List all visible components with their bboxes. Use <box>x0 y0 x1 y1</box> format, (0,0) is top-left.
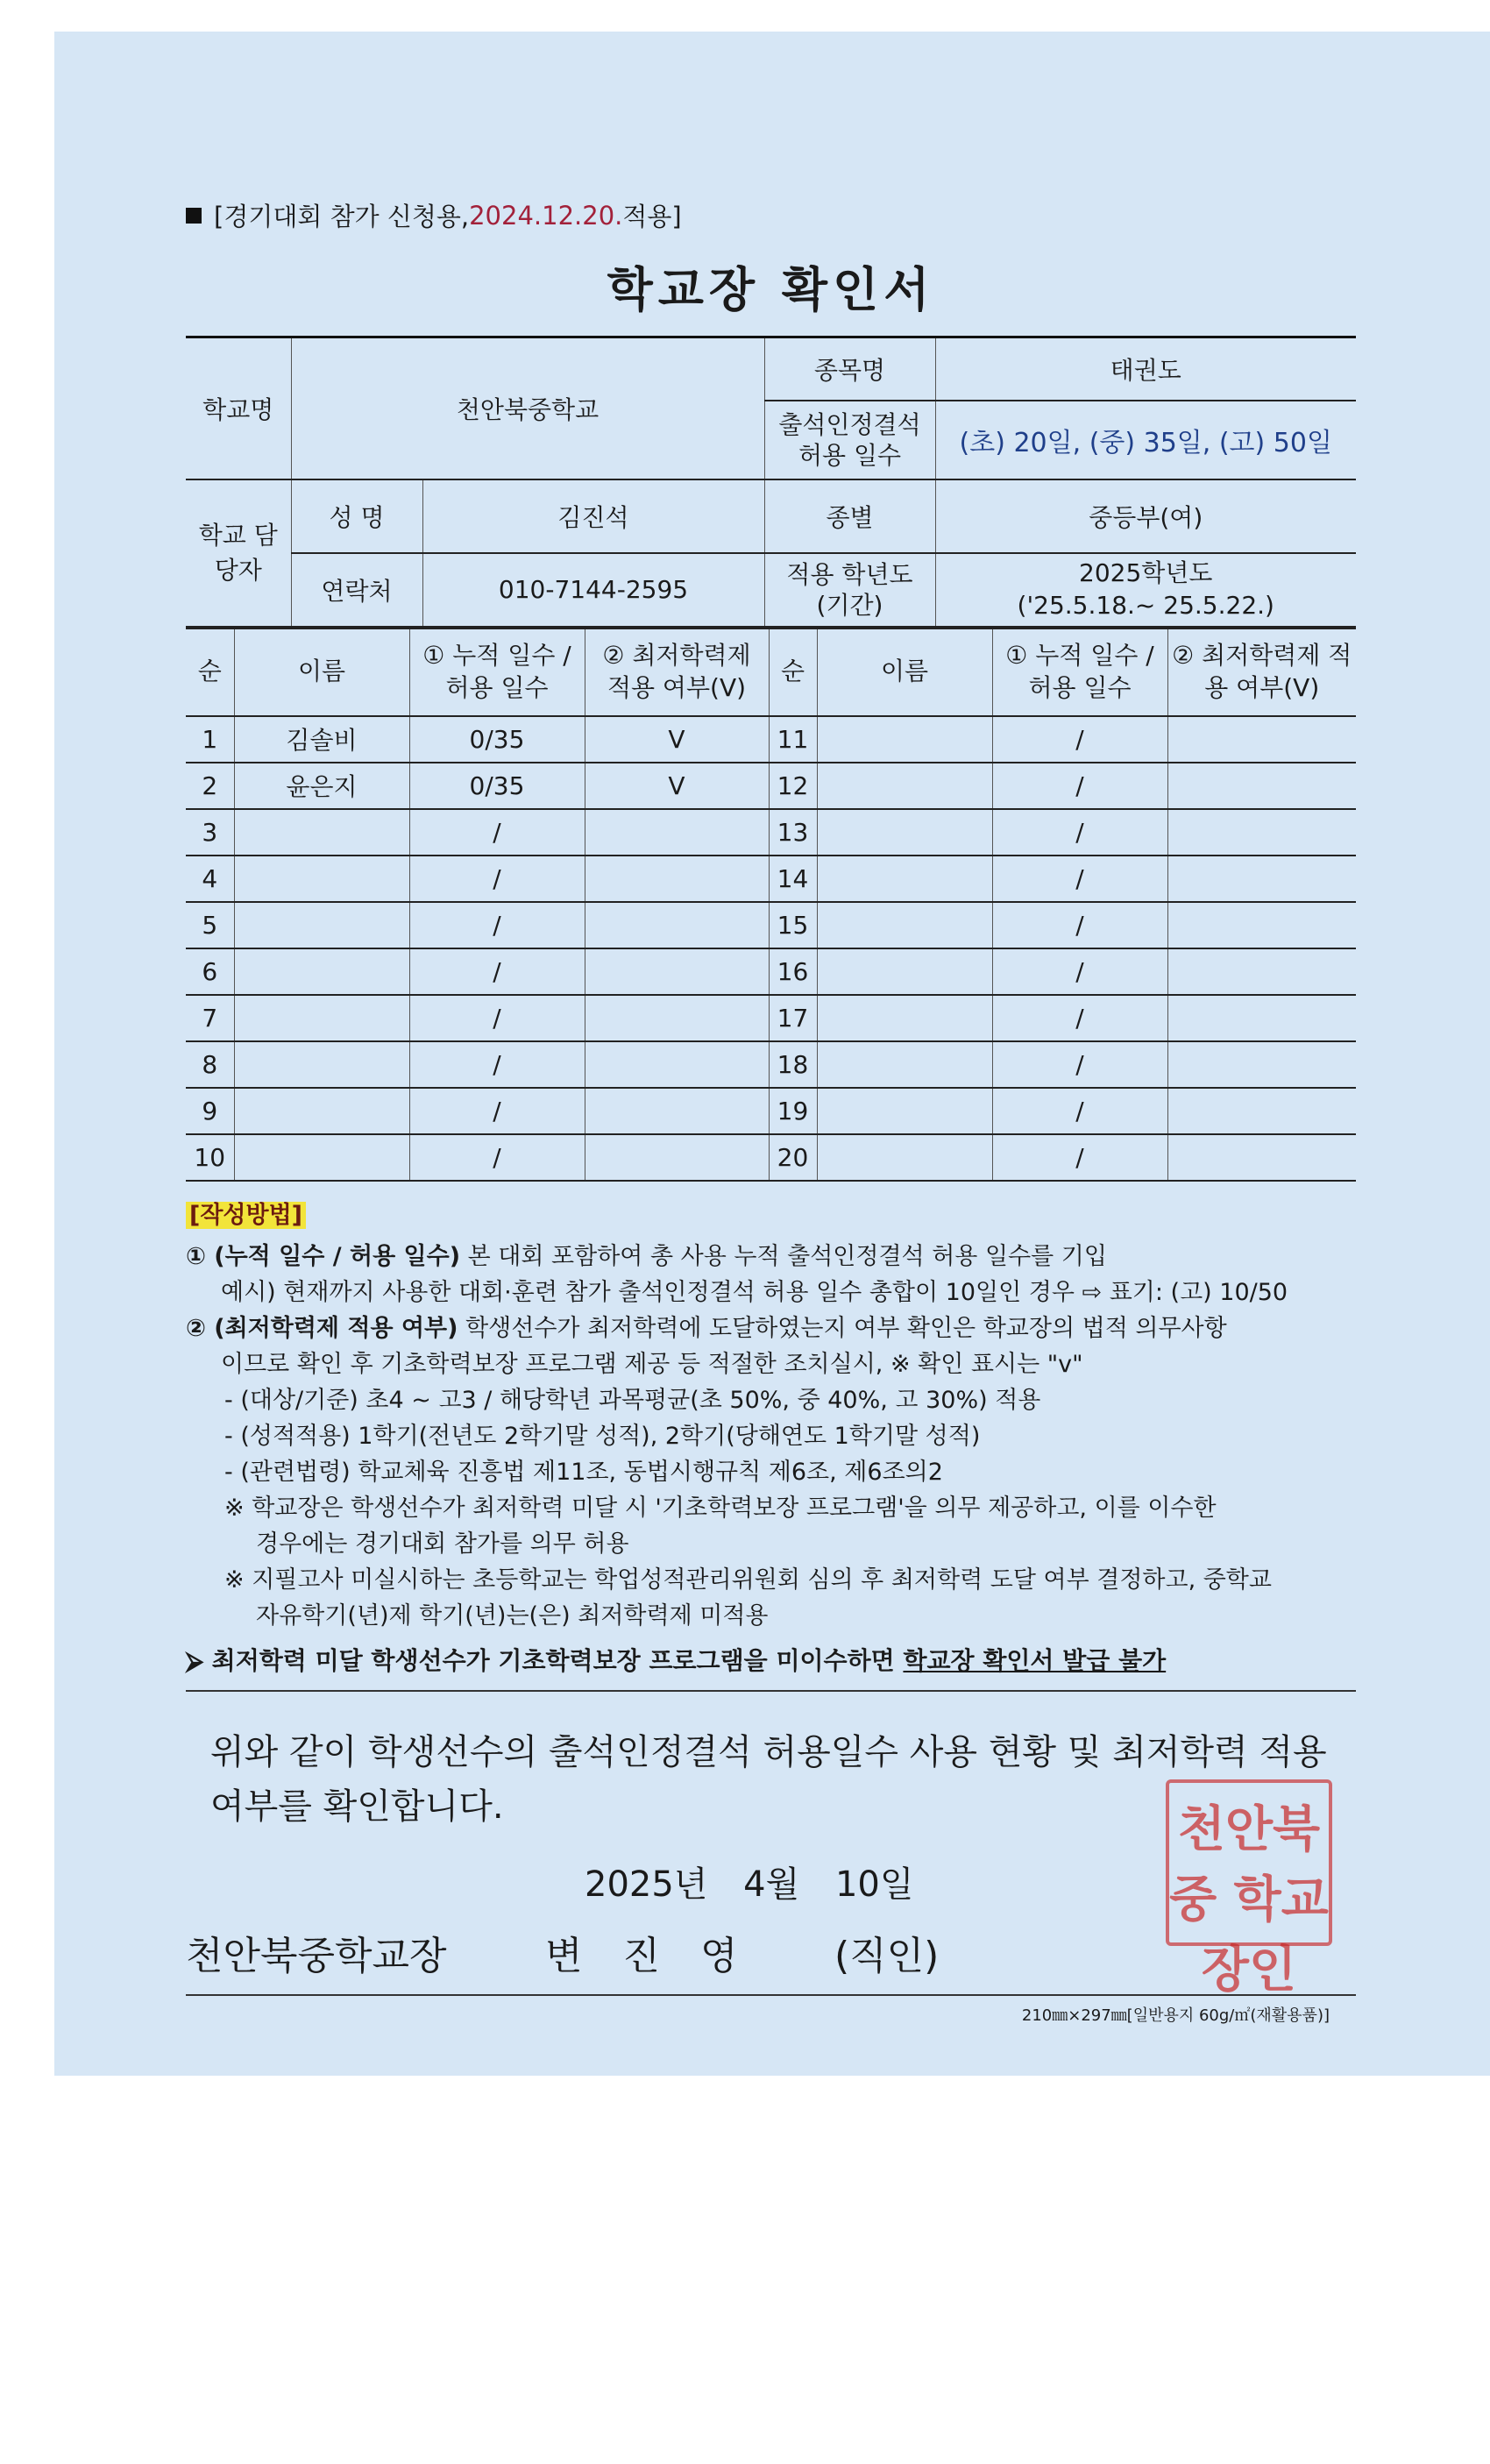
row-name <box>234 809 409 856</box>
paper-spec: 210㎜×297㎜[일반용지 60g/㎡(재활용품)] <box>1021 2006 1330 2026</box>
remark2: ※ 지필고사 미실시하는 초등학교는 학업성적관리위원회 심의 후 최저학력 도달 여부 결정하고, 중학교 <box>224 1566 1272 1594</box>
row-days: / <box>992 1134 1167 1181</box>
row-no: 7 <box>186 995 234 1041</box>
school-name: 천안북중학교 <box>291 337 764 479</box>
row-days: / <box>992 902 1167 948</box>
year-cell <box>935 553 1356 627</box>
row-name <box>817 1088 992 1134</box>
year-label: 적용 학년도 (기간) <box>764 553 935 627</box>
col-days: ① 누적 일수 / 허용 일수 <box>992 628 1167 716</box>
row-name <box>234 902 409 948</box>
row-no: 12 <box>769 763 817 809</box>
certificate-document <box>186 197 1356 2026</box>
division-value: 중등부(여) <box>935 479 1356 553</box>
manager-label: 학교 담당자 <box>186 479 291 627</box>
table-row <box>186 763 1356 809</box>
row-no: 14 <box>769 856 817 902</box>
sign-date: 2025년 4월 10일 <box>585 1864 914 1906</box>
row-min <box>1167 856 1356 902</box>
row-no: 11 <box>769 716 817 763</box>
row-days: / <box>992 995 1167 1041</box>
table-row <box>186 995 1356 1041</box>
row-name: 윤은지 <box>234 763 409 809</box>
row-min: V <box>585 763 769 809</box>
row-name: 김솔비 <box>234 716 409 763</box>
row-min <box>1167 1041 1356 1088</box>
instructions-heading: [작성방법] <box>186 1202 306 1229</box>
row-name <box>817 948 992 995</box>
name-label: 성 명 <box>291 479 422 553</box>
row-days: / <box>409 856 585 902</box>
row-days: / <box>992 948 1167 995</box>
col-min: ② 최저학력제 적용 여부(V) <box>585 628 769 716</box>
roster-table <box>186 628 1356 1182</box>
row-name <box>234 1134 409 1181</box>
col-days: ① 누적 일수 / 허용 일수 <box>409 628 585 716</box>
row-min <box>1167 995 1356 1041</box>
principal-name: 변 진 영 <box>545 1934 752 1979</box>
table-row <box>186 1041 1356 1088</box>
row-no: 9 <box>186 1088 234 1134</box>
row-days: / <box>992 1041 1167 1088</box>
row-name <box>234 856 409 902</box>
final-warning-a: 최저학력 미달 학생선수가 기초학력보장 프로그램을 미이수하면 <box>211 1645 904 1675</box>
col-name: 이름 <box>234 628 409 716</box>
allow-days-value: (초) 20일, (중) 35일, (고) 50일 <box>935 401 1356 479</box>
row-min <box>1167 763 1356 809</box>
row-days: 0/35 <box>409 763 585 809</box>
header-date: 2024.12.20. <box>469 200 623 231</box>
note2-title: ② (최저학력제 적용 여부) <box>186 1314 458 1342</box>
row-no: 1 <box>186 716 234 763</box>
header-prefix: [경기대회 참가 신청용, <box>214 202 470 231</box>
row-no: 10 <box>186 1134 234 1181</box>
row-days: / <box>409 1134 585 1181</box>
row-min <box>585 1041 769 1088</box>
contact-value: 010-7144-2595 <box>422 553 764 627</box>
row-min <box>585 995 769 1041</box>
row-min <box>585 856 769 902</box>
row-no: 3 <box>186 809 234 856</box>
row-days: / <box>409 1088 585 1134</box>
row-min <box>1167 716 1356 763</box>
period-value: ('25.5.18.~ 25.5.22.) <box>1017 590 1274 620</box>
table-row <box>186 809 1356 856</box>
row-no: 13 <box>769 809 817 856</box>
row-name <box>234 995 409 1041</box>
contact-label: 연락처 <box>291 553 422 627</box>
arrow-box-icon: ⮚ <box>186 1645 203 1675</box>
row-no: 6 <box>186 948 234 995</box>
table-row <box>186 948 1356 995</box>
remark1-cont: 경우에는 경기대회 참가를 의무 허용 <box>256 1530 629 1558</box>
row-days: 0/35 <box>409 716 585 763</box>
row-no: 20 <box>769 1134 817 1181</box>
table-row <box>186 1088 1356 1134</box>
row-no: 17 <box>769 995 817 1041</box>
row-name <box>817 995 992 1041</box>
row-no: 16 <box>769 948 817 995</box>
row-name <box>234 948 409 995</box>
row-days: / <box>992 716 1167 763</box>
col-no: 순 <box>769 628 817 716</box>
row-days: / <box>409 995 585 1041</box>
note1-text: 본 대회 포함하여 총 사용 누적 출석인정결석 허용 일수를 기입 <box>460 1242 1107 1270</box>
note1-title: ① (누적 일수 / 허용 일수) <box>186 1242 461 1270</box>
row-no: 2 <box>186 763 234 809</box>
row-no: 5 <box>186 902 234 948</box>
row-no: 4 <box>186 856 234 902</box>
manager-name: 김진석 <box>422 479 764 553</box>
square-bullet-icon <box>186 208 202 224</box>
school-label: 학교명 <box>186 337 291 479</box>
final-warning <box>186 1643 1356 1693</box>
table-row <box>186 856 1356 902</box>
row-no: 15 <box>769 902 817 948</box>
row-days: / <box>992 809 1167 856</box>
stamp-text: 천안북중 학교장인 <box>1169 1801 1329 1999</box>
allow-days-label: 출석인정결석 허용 일수 <box>764 401 935 479</box>
row-name <box>817 763 992 809</box>
row-days: / <box>409 809 585 856</box>
bottom-divider <box>186 1994 1356 1996</box>
info-table <box>186 336 1356 628</box>
bullet-target: - (대상/기준) 초4 ~ 고3 / 해당학년 과목평균(초 50%, 중 40%, 고 30%) 적용 <box>224 1386 1041 1414</box>
row-name <box>817 902 992 948</box>
row-name <box>817 716 992 763</box>
row-no: 8 <box>186 1041 234 1088</box>
row-min <box>1167 1134 1356 1181</box>
row-min: V <box>585 716 769 763</box>
row-min <box>585 1134 769 1181</box>
row-no: 19 <box>769 1088 817 1134</box>
row-no: 18 <box>769 1041 817 1088</box>
note2-text2: 이므로 확인 후 기초학력보장 프로그램 제공 등 적절한 조치실시, ※ 확인 표시는 "v" <box>221 1350 1083 1378</box>
row-name <box>817 1041 992 1088</box>
principal-title: 천안북중학교장 <box>186 1934 447 1979</box>
row-min <box>585 809 769 856</box>
event-label: 종목명 <box>764 337 935 401</box>
row-days: / <box>409 948 585 995</box>
col-no: 순 <box>186 628 234 716</box>
remark1: ※ 학교장은 학생선수가 최저학력 미달 시 '기초학력보장 프로그램'을 의무 제공하고, 이를 이수한 <box>224 1494 1217 1522</box>
event-value: 태권도 <box>935 337 1356 401</box>
row-min <box>1167 948 1356 995</box>
row-days: / <box>992 763 1167 809</box>
row-name <box>817 1134 992 1181</box>
row-name <box>234 1041 409 1088</box>
row-min <box>585 902 769 948</box>
year-value: 2025학년도 <box>1079 558 1213 588</box>
row-name <box>817 809 992 856</box>
official-stamp <box>1166 1779 1332 1999</box>
row-min <box>1167 809 1356 856</box>
note1-example: 예시) 현재까지 사용한 대회·훈련 참가 출석인정결석 허용 일수 총합이 10일인 경우 ⇨ 표기: (고) 10/50 <box>221 1278 1288 1306</box>
instructions <box>186 1197 1356 1693</box>
col-min: ② 최저학력제 적용 여부(V) <box>1167 628 1356 716</box>
row-days: / <box>992 1088 1167 1134</box>
final-warning-b: 학교장 확인서 발급 불가 <box>903 1645 1167 1675</box>
division-label: 종별 <box>764 479 935 553</box>
table-row <box>186 902 1356 948</box>
note2-text: 학생선수가 최저학력에 도달하였는지 여부 확인은 학교장의 법적 의무사항 <box>458 1314 1227 1342</box>
row-name <box>234 1088 409 1134</box>
row-min <box>1167 902 1356 948</box>
official-seal-label: (직인) <box>834 1934 940 1979</box>
row-name <box>817 856 992 902</box>
row-days: / <box>992 856 1167 902</box>
row-days: / <box>409 902 585 948</box>
form-header <box>186 197 1356 233</box>
row-min <box>1167 1088 1356 1134</box>
row-days: / <box>409 1041 585 1088</box>
confirm-text: 위와 같이 학생선수의 출석인정결석 허용일수 사용 현황 및 최저학력 적용 여부를 확인합니다. <box>210 1732 1327 1828</box>
bullet-grades: - (성적적용) 1학기(전년도 2학기말 성적), 2학기(당해연도 1학기말 성적) <box>224 1422 981 1450</box>
table-row <box>186 716 1356 763</box>
col-name: 이름 <box>817 628 992 716</box>
remark2-cont: 자유학기(년)제 학기(년)는(은) 최저학력제 미적용 <box>256 1601 769 1630</box>
row-min <box>585 948 769 995</box>
bullet-law: - (관련법령) 학교체육 진흥법 제11조, 동법시행규칙 제6조, 제6조의2 <box>224 1458 943 1486</box>
page-title: 학교장 확인서 <box>607 262 935 317</box>
row-min <box>585 1088 769 1134</box>
table-row <box>186 1134 1356 1181</box>
header-suffix: 적용] <box>622 202 682 231</box>
